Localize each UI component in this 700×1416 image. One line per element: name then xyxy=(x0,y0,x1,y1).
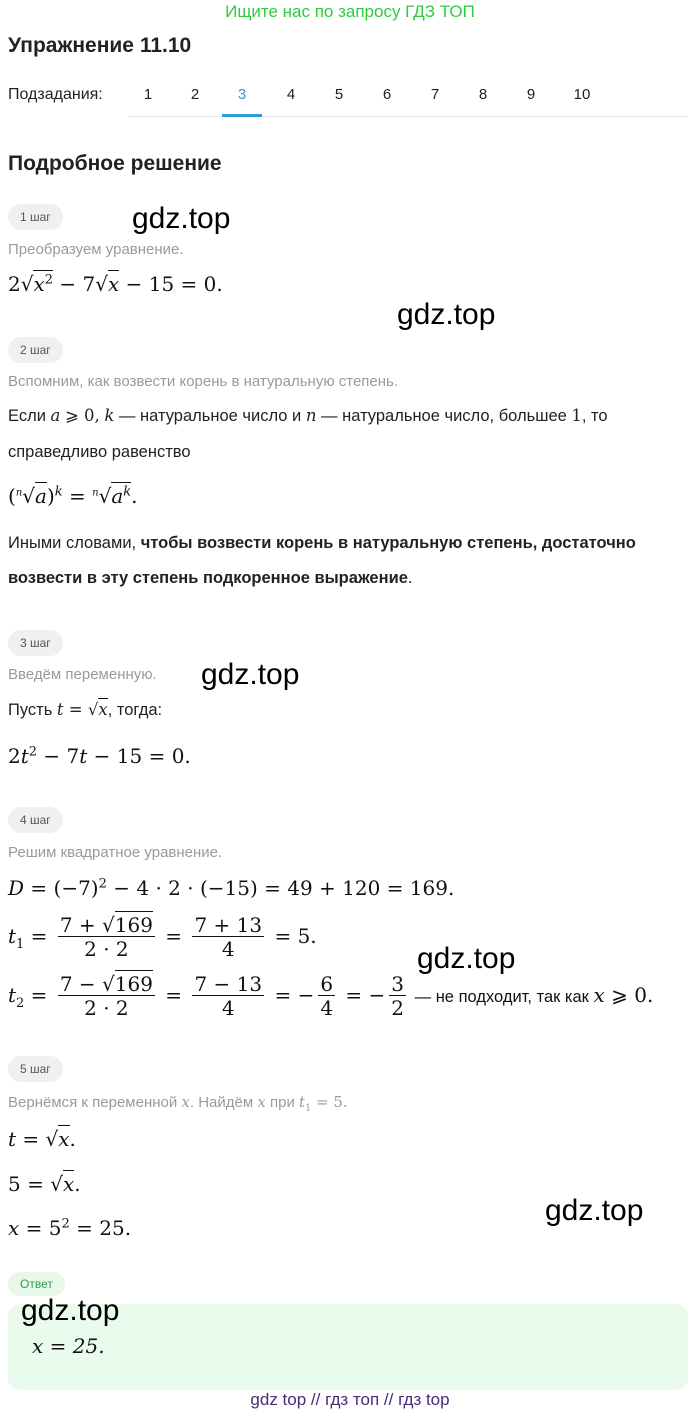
active-tab-indicator xyxy=(222,114,262,117)
text-not-fit: — не подходит, так как xyxy=(410,988,594,1006)
step-5-hint: Вернёмся к переменной x. Найдём x при $t_1 = 5$. xyxy=(8,1093,348,1114)
step-1-badge: 1 шаг xyxy=(8,204,63,230)
subtasks-label: Подзадания: xyxy=(8,86,103,103)
tab-10[interactable]: 10 xyxy=(573,86,591,103)
tab-7[interactable]: 7 xyxy=(430,86,440,103)
root-power-formula: $(^n√a)^k = ^n√a^k$. xyxy=(8,484,138,508)
watermark: gdz.top xyxy=(132,202,231,235)
step-2-hint: Вспомним, как возвести корень в натуральную степень. xyxy=(8,373,399,390)
watermark: gdz.top xyxy=(545,1194,644,1227)
step-2-conclusion-1 xyxy=(8,534,636,553)
answer-value: x = 25. xyxy=(32,1334,105,1358)
tab-2[interactable]: 2 xyxy=(190,86,200,103)
text-natural-n: — натуральное число, большее xyxy=(316,407,572,425)
step-5-badge: 5 шаг xyxy=(8,1056,63,1082)
text-find: . Найдём xyxy=(189,1094,258,1111)
tab-9[interactable]: 9 xyxy=(526,86,536,103)
tab-5[interactable]: 5 xyxy=(334,86,344,103)
watermark: gdz.top xyxy=(201,658,300,691)
step-5-eq-3: $x = 5^2 = 25$. xyxy=(8,1216,132,1240)
text-return: Вернёмся к переменной xyxy=(8,1094,182,1111)
step-2-condition: Если a ⩾ 0, k — натуральное число и n — натуральное число, большее 1, то xyxy=(8,406,608,425)
text-in-other-words: Иными словами, xyxy=(8,534,141,552)
step-2-statement: справедливо равенство xyxy=(8,443,191,461)
step-2-conclusion-2 xyxy=(8,569,412,588)
text-let: Пусть xyxy=(8,701,57,719)
step-1-equation: $2√x^2 - 7√x - 15 = 0$. xyxy=(8,272,223,296)
text-then: , тогда: xyxy=(107,701,163,719)
tab-4[interactable]: 4 xyxy=(286,86,296,103)
root-t1: $t_1$ = $\frac{7 + √169}{2 \cdot 2}$ = $\frac{7 + 13}{4}$ = 5. xyxy=(8,913,317,961)
subtasks-tabs xyxy=(128,76,688,117)
step-3-hint: Введём переменную. xyxy=(8,666,157,683)
step-5-eq-2: 5 = √x. xyxy=(8,1172,81,1196)
text-period: . xyxy=(407,569,413,587)
text-then: , то xyxy=(581,407,608,425)
watermark: gdz.top xyxy=(417,942,516,975)
tab-6[interactable]: 6 xyxy=(382,86,392,103)
tab-8[interactable]: 8 xyxy=(478,86,488,103)
tab-3[interactable]: 3 xyxy=(237,86,247,103)
step-4-badge: 4 шаг xyxy=(8,807,63,833)
watermark: gdz.top xyxy=(21,1294,120,1327)
step-4-hint: Решим квадратное уравнение. xyxy=(8,844,223,861)
step-3-equation: $2t^2 - 7t - 15 = 0$. xyxy=(8,744,191,768)
step-5-eq-1: t = √x. xyxy=(8,1127,76,1151)
step-3-substitution: Пусть t = √x, тогда: xyxy=(8,700,163,719)
watermark: gdz.top xyxy=(397,298,496,331)
text-if: Если xyxy=(8,407,51,425)
section-title: Подробное решение xyxy=(8,152,222,175)
text-at: при xyxy=(265,1094,300,1111)
step-3-badge: 3 шаг xyxy=(8,630,63,656)
text-rule-1: чтобы возвести корень в натуральную степень, достаточно xyxy=(140,534,636,552)
page-title: Упражнение 11.10 xyxy=(8,34,192,57)
search-banner: Ищите нас по запросу ГДЗ ТОП xyxy=(225,2,475,21)
footer-links[interactable]: gdz top // гдз топ // гдз top xyxy=(250,1390,450,1409)
step-1-hint: Преобразуем уравнение. xyxy=(8,241,184,258)
text-rule-2: возвести в эту степень подкоренное выражение xyxy=(8,569,408,587)
root-t2: $t_2$ = $\frac{7 - √169}{2 \cdot 2}$ = $\frac{7 - 13}{4}$ = − $\frac{6}{4}$ = − $\frac{3}{2}$ — не подходит, так как x ⩾ 0. xyxy=(8,972,654,1020)
text-natural-k: — натуральное число и xyxy=(114,407,306,425)
step-2-badge: 2 шаг xyxy=(8,337,63,363)
discriminant: $D = (-7)^2 - 4 \cdot 2 \cdot (-15) = 49 + 120 = 169$. xyxy=(8,876,455,900)
tab-1[interactable]: 1 xyxy=(143,86,153,103)
answer-badge: Ответ xyxy=(8,1272,65,1296)
